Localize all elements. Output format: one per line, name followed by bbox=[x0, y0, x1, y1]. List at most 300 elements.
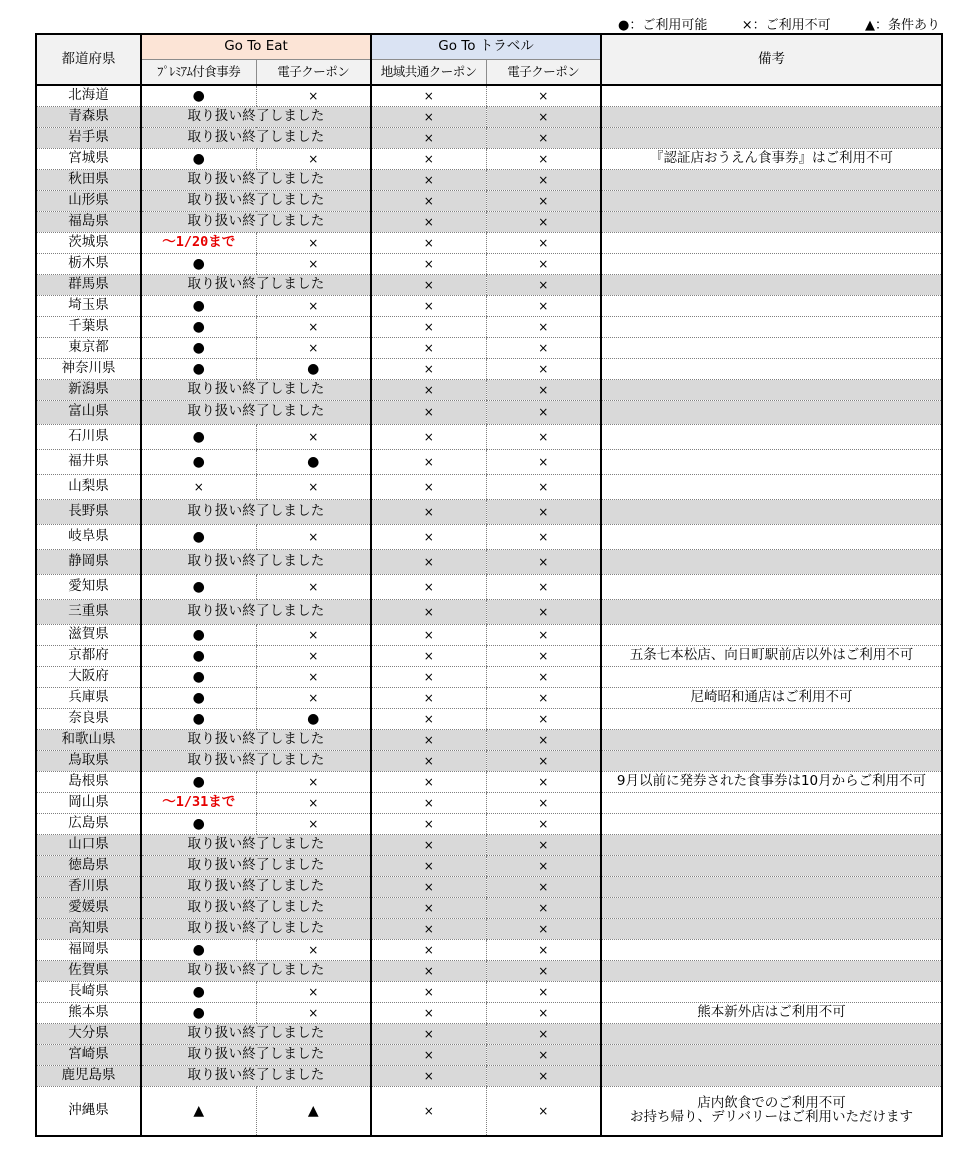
prefecture-cell: 宮崎県 bbox=[36, 1044, 141, 1065]
table-row bbox=[36, 232, 942, 253]
prefecture-cell: 栃木県 bbox=[36, 253, 141, 274]
table-row bbox=[36, 148, 942, 169]
travel-ecoupon-cell: × bbox=[486, 750, 601, 771]
eat-ecoupon-cell: × bbox=[256, 687, 371, 708]
eat-premium-cell: ● bbox=[141, 524, 256, 549]
prefecture-cell: 愛媛県 bbox=[36, 897, 141, 918]
travel-regional-cell: × bbox=[371, 981, 486, 1002]
travel-ecoupon-cell: × bbox=[486, 1044, 601, 1065]
prefecture-cell: 和歌山県 bbox=[36, 729, 141, 750]
note-cell bbox=[601, 274, 942, 295]
eat-premium-cell: ▲ bbox=[141, 1086, 256, 1136]
prefecture-cell: 岐阜県 bbox=[36, 524, 141, 549]
travel-regional-cell: × bbox=[371, 274, 486, 295]
travel-ecoupon-cell: × bbox=[486, 499, 601, 524]
prefecture-cell: 長崎県 bbox=[36, 981, 141, 1002]
prefecture-cell: 鹿児島県 bbox=[36, 1065, 141, 1086]
travel-regional-cell: × bbox=[371, 424, 486, 449]
note-cell bbox=[601, 834, 942, 855]
table-row bbox=[36, 400, 942, 424]
eat-ecoupon-cell: × bbox=[256, 981, 371, 1002]
eat-premium-cell: ● bbox=[141, 253, 256, 274]
eat-ecoupon-cell: × bbox=[256, 253, 371, 274]
eat-ecoupon-cell: ▲ bbox=[256, 1086, 371, 1136]
travel-ecoupon-cell: × bbox=[486, 939, 601, 960]
legend bbox=[618, 14, 940, 33]
prefecture-cell: 高知県 bbox=[36, 918, 141, 939]
legend-conditional: ▲：条件あり bbox=[865, 18, 940, 33]
travel-regional-cell: × bbox=[371, 211, 486, 232]
note-cell bbox=[601, 876, 942, 897]
prefecture-cell: 山形県 bbox=[36, 190, 141, 211]
eat-ecoupon-cell: × bbox=[256, 574, 371, 599]
eat-ecoupon-cell: × bbox=[256, 316, 371, 337]
eat-premium-cell: ● bbox=[141, 337, 256, 358]
table-row bbox=[36, 1086, 942, 1136]
travel-ecoupon-cell: × bbox=[486, 666, 601, 687]
ended-cell: 取り扱い終了しました bbox=[141, 834, 371, 855]
ended-cell: 取り扱い終了しました bbox=[141, 729, 371, 750]
ended-cell: 取り扱い終了しました bbox=[141, 855, 371, 876]
eat-ecoupon-cell: × bbox=[256, 939, 371, 960]
note-cell bbox=[601, 549, 942, 574]
prefecture-cell: 広島県 bbox=[36, 813, 141, 834]
prefecture-cell: 島根県 bbox=[36, 771, 141, 792]
table-row bbox=[36, 316, 942, 337]
travel-ecoupon-cell: × bbox=[486, 960, 601, 981]
travel-regional-cell: × bbox=[371, 295, 486, 316]
table-row bbox=[36, 599, 942, 624]
travel-ecoupon-cell: × bbox=[486, 645, 601, 666]
ended-cell: 取り扱い終了しました bbox=[141, 599, 371, 624]
travel-ecoupon-cell: × bbox=[486, 1023, 601, 1044]
travel-regional-cell: × bbox=[371, 499, 486, 524]
eat-ecoupon-cell: × bbox=[256, 813, 371, 834]
eat-premium-cell: ● bbox=[141, 1002, 256, 1023]
travel-regional-cell: × bbox=[371, 549, 486, 574]
ended-cell: 取り扱い終了しました bbox=[141, 211, 371, 232]
prefecture-cell: 兵庫県 bbox=[36, 687, 141, 708]
travel-regional-cell: × bbox=[371, 750, 486, 771]
note-cell: 9月以前に発券された食事券は10月からご利用不可 bbox=[601, 771, 942, 792]
eat-ecoupon-cell: × bbox=[256, 474, 371, 499]
prefecture-cell: 愛知県 bbox=[36, 574, 141, 599]
eat-ecoupon-cell: ● bbox=[256, 358, 371, 379]
travel-ecoupon-cell: × bbox=[486, 449, 601, 474]
travel-regional-cell: × bbox=[371, 599, 486, 624]
prefecture-cell: 佐賀県 bbox=[36, 960, 141, 981]
eat-premium-cell: ● bbox=[141, 449, 256, 474]
table-row bbox=[36, 211, 942, 232]
table-row bbox=[36, 274, 942, 295]
note-cell: 店内飲食でのご利用不可 お持ち帰り、デリバリーはご利用いただけます bbox=[601, 1086, 942, 1136]
travel-regional-cell: × bbox=[371, 474, 486, 499]
travel-regional-cell: × bbox=[371, 85, 486, 106]
note-cell: 尼崎昭和通店はご利用不可 bbox=[601, 687, 942, 708]
travel-ecoupon-cell: × bbox=[486, 1065, 601, 1086]
table-row bbox=[36, 687, 942, 708]
eat-premium-cell: ● bbox=[141, 666, 256, 687]
travel-ecoupon-cell: × bbox=[486, 1002, 601, 1023]
travel-regional-cell: × bbox=[371, 897, 486, 918]
table-row bbox=[36, 750, 942, 771]
travel-ecoupon-cell: × bbox=[486, 232, 601, 253]
prefecture-cell: 千葉県 bbox=[36, 316, 141, 337]
prefecture-cell: 新潟県 bbox=[36, 379, 141, 400]
prefecture-cell: 青森県 bbox=[36, 106, 141, 127]
note-cell bbox=[601, 960, 942, 981]
travel-regional-cell: × bbox=[371, 1065, 486, 1086]
eat-ecoupon-cell: × bbox=[256, 85, 371, 106]
prefecture-cell: 群馬県 bbox=[36, 274, 141, 295]
note-cell: 五条七本松店、向日町駅前店以外はご利用不可 bbox=[601, 645, 942, 666]
table-row bbox=[36, 939, 942, 960]
note-cell bbox=[601, 449, 942, 474]
note-cell: 熊本新外店はご利用不可 bbox=[601, 1002, 942, 1023]
travel-ecoupon-cell: × bbox=[486, 253, 601, 274]
eat-premium-cell: ● bbox=[141, 148, 256, 169]
note-cell bbox=[601, 474, 942, 499]
table-row bbox=[36, 424, 942, 449]
prefecture-cell: 福岡県 bbox=[36, 939, 141, 960]
travel-regional-cell: × bbox=[371, 400, 486, 424]
travel-regional-cell: × bbox=[371, 624, 486, 645]
travel-ecoupon-cell: × bbox=[486, 918, 601, 939]
travel-regional-cell: × bbox=[371, 449, 486, 474]
travel-regional-cell: × bbox=[371, 524, 486, 549]
travel-ecoupon-cell: × bbox=[486, 424, 601, 449]
eat-premium-cell: ● bbox=[141, 85, 256, 106]
prefecture-cell: 茨城県 bbox=[36, 232, 141, 253]
table-row bbox=[36, 624, 942, 645]
note-cell bbox=[601, 708, 942, 729]
travel-regional-cell: × bbox=[371, 232, 486, 253]
table-row bbox=[36, 813, 942, 834]
travel-regional-cell: × bbox=[371, 771, 486, 792]
eat-ecoupon-cell: × bbox=[256, 792, 371, 813]
travel-regional-cell: × bbox=[371, 169, 486, 190]
travel-regional-cell: × bbox=[371, 127, 486, 148]
travel-ecoupon-cell: × bbox=[486, 708, 601, 729]
note-cell bbox=[601, 295, 942, 316]
travel-regional-cell: × bbox=[371, 574, 486, 599]
travel-regional-cell: × bbox=[371, 1044, 486, 1065]
table-body bbox=[36, 85, 942, 1136]
header-goto-eat: Go To Eat bbox=[141, 34, 371, 60]
eat-premium-cell: ● bbox=[141, 645, 256, 666]
table-row bbox=[36, 474, 942, 499]
prefecture-cell: 秋田県 bbox=[36, 169, 141, 190]
prefecture-cell: 富山県 bbox=[36, 400, 141, 424]
ended-cell: 取り扱い終了しました bbox=[141, 549, 371, 574]
ended-cell: 取り扱い終了しました bbox=[141, 876, 371, 897]
table-row bbox=[36, 499, 942, 524]
note-cell bbox=[601, 624, 942, 645]
prefecture-cell: 岩手県 bbox=[36, 127, 141, 148]
prefecture-cell: 静岡県 bbox=[36, 549, 141, 574]
table-row bbox=[36, 792, 942, 813]
note-cell bbox=[601, 897, 942, 918]
note-cell bbox=[601, 918, 942, 939]
travel-regional-cell: × bbox=[371, 666, 486, 687]
note-cell bbox=[601, 574, 942, 599]
note-cell bbox=[601, 981, 942, 1002]
travel-ecoupon-cell: × bbox=[486, 474, 601, 499]
table-row bbox=[36, 85, 942, 106]
table-row bbox=[36, 524, 942, 549]
prefecture-cell: 山口県 bbox=[36, 834, 141, 855]
note-cell bbox=[601, 1044, 942, 1065]
eat-premium-cell: ● bbox=[141, 574, 256, 599]
header-travel-regional: 地域共通クーポン bbox=[371, 60, 486, 86]
prefecture-cell: 鳥取県 bbox=[36, 750, 141, 771]
table-row bbox=[36, 337, 942, 358]
table-row bbox=[36, 549, 942, 574]
note-cell bbox=[601, 750, 942, 771]
eat-premium-cell: ～1/31まで bbox=[141, 792, 256, 813]
header-notes: 備考 bbox=[601, 34, 942, 85]
table-row bbox=[36, 449, 942, 474]
travel-regional-cell: × bbox=[371, 918, 486, 939]
travel-ecoupon-cell: × bbox=[486, 771, 601, 792]
travel-regional-cell: × bbox=[371, 645, 486, 666]
eat-ecoupon-cell: × bbox=[256, 424, 371, 449]
prefecture-cell: 福井県 bbox=[36, 449, 141, 474]
eat-premium-cell: ～1/20まで bbox=[141, 232, 256, 253]
prefecture-cell: 長野県 bbox=[36, 499, 141, 524]
travel-regional-cell: × bbox=[371, 358, 486, 379]
travel-ecoupon-cell: × bbox=[486, 316, 601, 337]
eat-premium-cell: ● bbox=[141, 813, 256, 834]
table-row bbox=[36, 876, 942, 897]
prefecture-cell: 香川県 bbox=[36, 876, 141, 897]
table-row bbox=[36, 190, 942, 211]
travel-regional-cell: × bbox=[371, 960, 486, 981]
header-prefecture: 都道府県 bbox=[36, 34, 141, 85]
table-row bbox=[36, 127, 942, 148]
prefecture-cell: 大阪府 bbox=[36, 666, 141, 687]
travel-ecoupon-cell: × bbox=[486, 524, 601, 549]
table-row bbox=[36, 855, 942, 876]
travel-ecoupon-cell: × bbox=[486, 834, 601, 855]
travel-ecoupon-cell: × bbox=[486, 624, 601, 645]
travel-regional-cell: × bbox=[371, 253, 486, 274]
travel-regional-cell: × bbox=[371, 687, 486, 708]
ended-cell: 取り扱い終了しました bbox=[141, 1023, 371, 1044]
note-cell bbox=[601, 169, 942, 190]
note-cell bbox=[601, 939, 942, 960]
travel-regional-cell: × bbox=[371, 106, 486, 127]
travel-ecoupon-cell: × bbox=[486, 897, 601, 918]
prefecture-cell: 熊本県 bbox=[36, 1002, 141, 1023]
ended-cell: 取り扱い終了しました bbox=[141, 379, 371, 400]
eat-premium-cell: ● bbox=[141, 316, 256, 337]
table-row bbox=[36, 834, 942, 855]
eat-ecoupon-cell: × bbox=[256, 645, 371, 666]
note-cell bbox=[601, 729, 942, 750]
prefecture-cell: 滋賀県 bbox=[36, 624, 141, 645]
legend-unavailable: ×：ご利用不可 bbox=[741, 18, 831, 33]
travel-regional-cell: × bbox=[371, 834, 486, 855]
eat-ecoupon-cell: × bbox=[256, 232, 371, 253]
note-cell bbox=[601, 524, 942, 549]
note-cell bbox=[601, 424, 942, 449]
travel-ecoupon-cell: × bbox=[486, 379, 601, 400]
travel-regional-cell: × bbox=[371, 190, 486, 211]
table-row bbox=[36, 960, 942, 981]
ended-cell: 取り扱い終了しました bbox=[141, 400, 371, 424]
eat-premium-cell: ● bbox=[141, 981, 256, 1002]
ended-cell: 取り扱い終了しました bbox=[141, 190, 371, 211]
table-row bbox=[36, 645, 942, 666]
header-travel-ecoupon: 電子クーポン bbox=[486, 60, 601, 86]
prefecture-cell: 宮城県 bbox=[36, 148, 141, 169]
note-cell bbox=[601, 1065, 942, 1086]
ended-cell: 取り扱い終了しました bbox=[141, 127, 371, 148]
table-row bbox=[36, 106, 942, 127]
legend-available: ●：ご利用可能 bbox=[618, 18, 708, 33]
travel-regional-cell: × bbox=[371, 1086, 486, 1136]
ended-cell: 取り扱い終了しました bbox=[141, 499, 371, 524]
eat-ecoupon-cell: × bbox=[256, 771, 371, 792]
travel-ecoupon-cell: × bbox=[486, 127, 601, 148]
eat-ecoupon-cell: × bbox=[256, 624, 371, 645]
note-cell bbox=[601, 316, 942, 337]
table-row bbox=[36, 1002, 942, 1023]
prefecture-cell: 福島県 bbox=[36, 211, 141, 232]
eat-ecoupon-cell: ● bbox=[256, 708, 371, 729]
travel-regional-cell: × bbox=[371, 1002, 486, 1023]
eat-ecoupon-cell: × bbox=[256, 1002, 371, 1023]
travel-ecoupon-cell: × bbox=[486, 400, 601, 424]
travel-ecoupon-cell: × bbox=[486, 792, 601, 813]
ended-cell: 取り扱い終了しました bbox=[141, 1065, 371, 1086]
travel-ecoupon-cell: × bbox=[486, 981, 601, 1002]
note-cell bbox=[601, 337, 942, 358]
eat-premium-cell: ● bbox=[141, 358, 256, 379]
travel-regional-cell: × bbox=[371, 148, 486, 169]
travel-ecoupon-cell: × bbox=[486, 85, 601, 106]
eat-premium-cell: ● bbox=[141, 771, 256, 792]
note-cell bbox=[601, 499, 942, 524]
note-cell bbox=[601, 232, 942, 253]
table-row bbox=[36, 1023, 942, 1044]
table-row bbox=[36, 729, 942, 750]
ended-cell: 取り扱い終了しました bbox=[141, 897, 371, 918]
prefecture-cell: 神奈川県 bbox=[36, 358, 141, 379]
travel-ecoupon-cell: × bbox=[486, 855, 601, 876]
travel-regional-cell: × bbox=[371, 813, 486, 834]
eat-ecoupon-cell: ● bbox=[256, 449, 371, 474]
note-cell bbox=[601, 666, 942, 687]
eat-premium-cell: × bbox=[141, 474, 256, 499]
table-row bbox=[36, 708, 942, 729]
eat-ecoupon-cell: × bbox=[256, 337, 371, 358]
eat-ecoupon-cell: × bbox=[256, 295, 371, 316]
travel-regional-cell: × bbox=[371, 1023, 486, 1044]
travel-ecoupon-cell: × bbox=[486, 876, 601, 897]
note-cell bbox=[601, 106, 942, 127]
travel-ecoupon-cell: × bbox=[486, 106, 601, 127]
prefecture-cell: 三重県 bbox=[36, 599, 141, 624]
travel-ecoupon-cell: × bbox=[486, 813, 601, 834]
table-row bbox=[36, 918, 942, 939]
ended-cell: 取り扱い終了しました bbox=[141, 274, 371, 295]
header-eat-ecoupon: 電子クーポン bbox=[256, 60, 371, 86]
prefecture-cell: 大分県 bbox=[36, 1023, 141, 1044]
table-row bbox=[36, 666, 942, 687]
note-cell bbox=[601, 599, 942, 624]
prefecture-cell: 京都府 bbox=[36, 645, 141, 666]
travel-ecoupon-cell: × bbox=[486, 274, 601, 295]
eat-premium-cell: ● bbox=[141, 624, 256, 645]
ended-cell: 取り扱い終了しました bbox=[141, 960, 371, 981]
travel-regional-cell: × bbox=[371, 708, 486, 729]
travel-ecoupon-cell: × bbox=[486, 729, 601, 750]
travel-ecoupon-cell: × bbox=[486, 549, 601, 574]
travel-regional-cell: × bbox=[371, 855, 486, 876]
note-cell bbox=[601, 190, 942, 211]
travel-regional-cell: × bbox=[371, 939, 486, 960]
eat-premium-cell: ● bbox=[141, 939, 256, 960]
note-cell bbox=[601, 1023, 942, 1044]
prefecture-cell: 埼玉県 bbox=[36, 295, 141, 316]
table-row bbox=[36, 771, 942, 792]
coupon-availability-table bbox=[35, 33, 943, 1137]
travel-ecoupon-cell: × bbox=[486, 211, 601, 232]
header-eat-premium: ﾌﾟﾚﾐｱﾑ付食事券 bbox=[141, 60, 256, 86]
prefecture-cell: 東京都 bbox=[36, 337, 141, 358]
table-row bbox=[36, 981, 942, 1002]
eat-ecoupon-cell: × bbox=[256, 148, 371, 169]
ended-cell: 取り扱い終了しました bbox=[141, 169, 371, 190]
note-cell bbox=[601, 253, 942, 274]
table-row bbox=[36, 169, 942, 190]
travel-ecoupon-cell: × bbox=[486, 599, 601, 624]
header-goto-travel: Go To トラベル bbox=[371, 34, 601, 60]
eat-premium-cell: ● bbox=[141, 687, 256, 708]
note-cell bbox=[601, 358, 942, 379]
travel-ecoupon-cell: × bbox=[486, 190, 601, 211]
travel-ecoupon-cell: × bbox=[486, 1086, 601, 1136]
note-cell bbox=[601, 813, 942, 834]
travel-ecoupon-cell: × bbox=[486, 295, 601, 316]
eat-premium-cell: ● bbox=[141, 708, 256, 729]
note-cell bbox=[601, 792, 942, 813]
table-row bbox=[36, 1065, 942, 1086]
note-cell bbox=[601, 127, 942, 148]
travel-ecoupon-cell: × bbox=[486, 687, 601, 708]
travel-regional-cell: × bbox=[371, 337, 486, 358]
prefecture-cell: 徳島県 bbox=[36, 855, 141, 876]
note-cell bbox=[601, 379, 942, 400]
eat-premium-cell: ● bbox=[141, 295, 256, 316]
table-row bbox=[36, 1044, 942, 1065]
table-row bbox=[36, 295, 942, 316]
eat-premium-cell: ● bbox=[141, 424, 256, 449]
travel-ecoupon-cell: × bbox=[486, 358, 601, 379]
prefecture-cell: 北海道 bbox=[36, 85, 141, 106]
travel-ecoupon-cell: × bbox=[486, 574, 601, 599]
prefecture-cell: 沖縄県 bbox=[36, 1086, 141, 1136]
travel-ecoupon-cell: × bbox=[486, 337, 601, 358]
eat-ecoupon-cell: × bbox=[256, 524, 371, 549]
table-row bbox=[36, 379, 942, 400]
travel-regional-cell: × bbox=[371, 379, 486, 400]
note-cell bbox=[601, 400, 942, 424]
note-cell: 『認証店おうえん食事券』はご利用不可 bbox=[601, 148, 942, 169]
travel-ecoupon-cell: × bbox=[486, 169, 601, 190]
